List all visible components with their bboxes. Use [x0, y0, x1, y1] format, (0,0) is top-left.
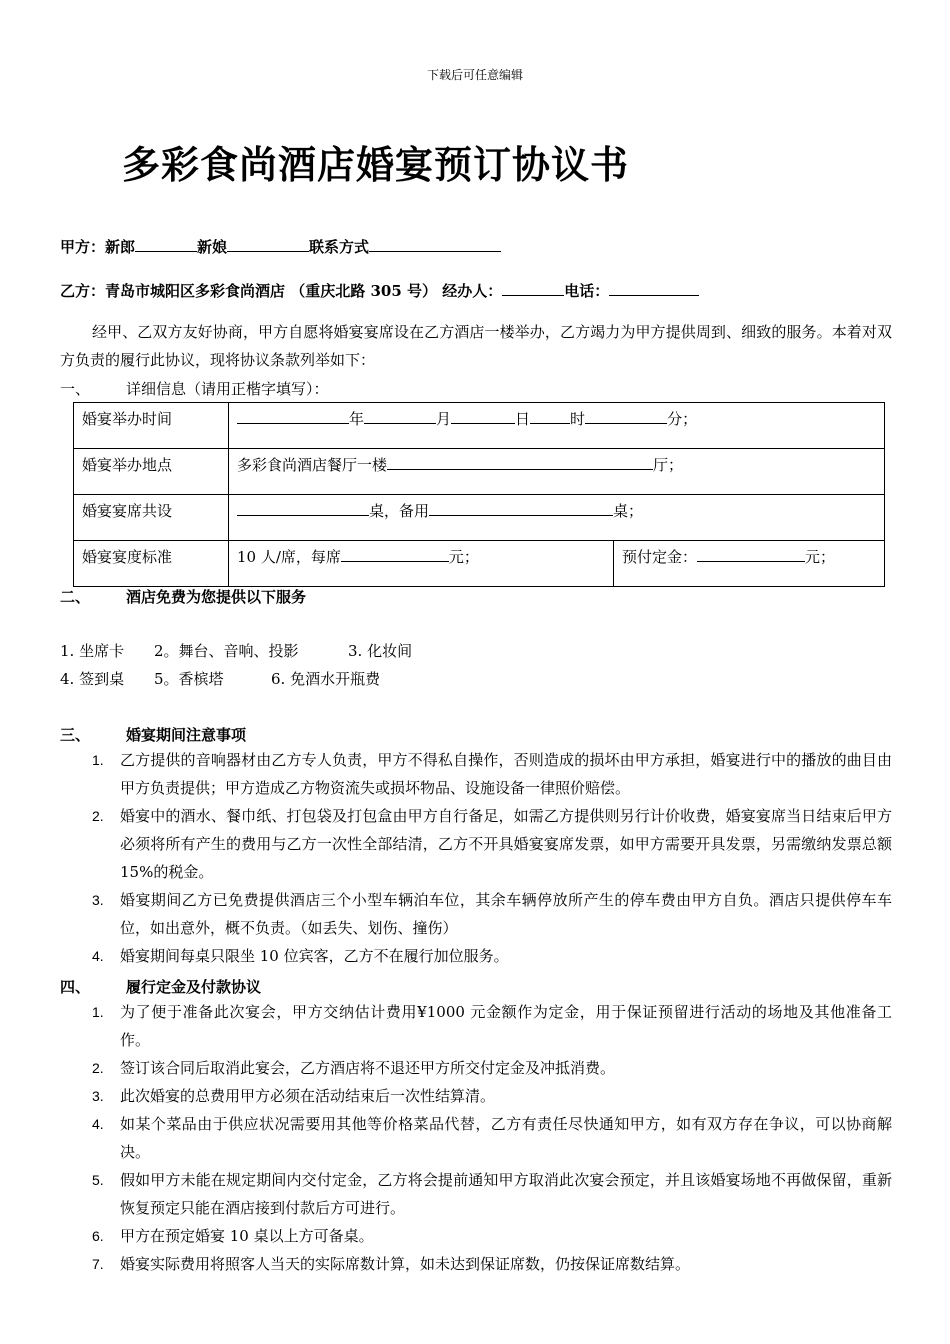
list-number: 2. — [92, 1060, 104, 1076]
list-number: 1. — [92, 752, 104, 768]
tables-label: 桌，备用 — [369, 502, 430, 520]
day-blank[interactable] — [451, 408, 515, 424]
standard-prefix: 10 人/席，每席 — [237, 548, 341, 566]
list-text: 如某个菜品由于供应状况需要用其他等价格菜品代替，乙方有责任尽快通知甲方，如有双方存在争议，可以协商解决。 — [120, 1115, 892, 1161]
section-4-number: 四、 — [60, 978, 91, 996]
section-3-number: 三、 — [60, 726, 91, 744]
section-3-heading — [60, 724, 246, 745]
price-blank[interactable] — [341, 546, 449, 562]
table-label-time: 婚宴举办时间 — [74, 403, 229, 449]
list-number: 4. — [92, 1116, 104, 1132]
list-item — [60, 746, 892, 802]
document-title: 多彩食尚酒店婚宴预订协议书 — [122, 142, 630, 187]
spare-suffix: 桌； — [613, 502, 644, 520]
party-b-phone-label: 电话： — [564, 282, 610, 300]
service-item: 1. 坐席卡 — [60, 642, 125, 660]
section-3-title: 婚宴期间注意事项 — [126, 726, 247, 744]
list-item — [60, 942, 892, 970]
table-row — [74, 495, 885, 541]
section-1-number: 一、 — [60, 380, 91, 398]
deposit-label: 预付定金： — [622, 548, 698, 566]
list-text: 婚宴期间乙方已免费提供酒店三个小型车辆泊车位，其余车辆停放所产生的停车费由甲方自负。酒店只提供停车车位，如出意外，概不负责。（如丢失、划伤、撞伤） — [120, 891, 892, 937]
table-label-standard: 婚宴宴度标准 — [74, 541, 229, 587]
bride-blank[interactable] — [227, 237, 309, 252]
list-text: 婚宴实际费用将照客人当天的实际席数计算，如未达到保证席数，仍按保证席数结算。 — [120, 1255, 691, 1273]
list-item — [60, 886, 892, 942]
table-label-venue: 婚宴举办地点 — [74, 449, 229, 495]
party-b-label: 乙方：青岛市城阳区多彩食尚酒店 （重庆北路 305 号） 经办人： — [60, 282, 503, 300]
party-a-line — [60, 236, 501, 257]
tables-cell — [229, 495, 885, 541]
hall-blank[interactable] — [387, 454, 653, 470]
intro-paragraph: 经甲、乙双方友好协商，甲方自愿将婚宴宴席设在乙方酒店一楼举办，乙方竭力为甲方提供周到、细致的服务。本着对双方负责的履行此协议，现将协议条款列举如下： — [60, 323, 892, 369]
list-text: 签订该合同后取消此宴会，乙方酒店将不退还甲方所交付定金及冲抵消费。 — [120, 1059, 616, 1077]
venue-cell — [229, 449, 885, 495]
price-suffix: 元； — [448, 548, 479, 566]
groom-blank[interactable] — [135, 237, 197, 252]
hour-blank[interactable] — [530, 408, 570, 424]
list-text: 此次婚宴的总费用甲方必须在活动结束后一次性结算清。 — [120, 1087, 496, 1105]
section-2-title: 酒店免费为您提供以下服务 — [126, 588, 307, 606]
deposit-blank[interactable] — [697, 546, 805, 562]
list-text: 为了便于准备此次宴会，甲方交纳估计费用¥1000 元金额作为定金，用于保证预留进行活动的场地及其他准备工作。 — [120, 1003, 892, 1049]
section-2-number: 二、 — [60, 588, 91, 606]
minute-blank[interactable] — [585, 408, 667, 424]
section-4-heading — [60, 976, 261, 997]
list-text: 婚宴中的酒水、餐巾纸、打包袋及打包盒由甲方自行备足，如需乙方提供则另行计价收费，婚宴宴席当日结束后甲方必须将所有产生的费用与乙方一次性全部结清，乙方不开具婚宴宴席发票，如甲方需要开具发票，另需缴纳发票总额 15%的税金。 — [120, 807, 892, 881]
service-item: 3. 化妆间 — [348, 642, 413, 660]
list-number: 2. — [92, 808, 104, 824]
list-number: 7. — [92, 1256, 104, 1272]
table-row — [74, 449, 885, 495]
month-blank[interactable] — [364, 408, 436, 424]
details-table — [73, 402, 885, 587]
party-b-line — [60, 280, 699, 301]
year-label: 年 — [349, 410, 365, 428]
list-item — [60, 998, 892, 1054]
payment-list — [60, 998, 892, 1278]
section-1-heading — [60, 378, 329, 399]
deposit-suffix: 元； — [805, 548, 836, 566]
services-row-1 — [60, 640, 412, 661]
standard-cell — [229, 541, 614, 587]
contact-blank[interactable] — [369, 237, 501, 252]
year-blank[interactable] — [237, 408, 349, 424]
table-label-tables: 婚宴宴席共设 — [74, 495, 229, 541]
agent-blank[interactable] — [502, 281, 564, 296]
deposit-cell — [614, 541, 885, 587]
page-header-note: 下载后可任意编辑 — [426, 68, 523, 82]
list-item — [60, 1082, 892, 1110]
section-4-title: 履行定金及付款协议 — [126, 978, 262, 996]
service-item: 4. 签到桌 — [60, 670, 125, 688]
list-item — [60, 802, 892, 886]
list-number: 5. — [92, 1172, 104, 1188]
day-label: 日 — [515, 410, 531, 428]
service-item: 5。香槟塔 — [154, 670, 224, 688]
list-item — [60, 1166, 892, 1222]
spare-table-blank[interactable] — [429, 500, 613, 516]
list-text: 甲方在预定婚宴 10 桌以上方可备桌。 — [120, 1227, 374, 1245]
phone-blank[interactable] — [609, 281, 699, 296]
time-cell — [229, 403, 885, 449]
table-row — [74, 541, 885, 587]
list-number: 6. — [92, 1228, 104, 1244]
party-a-contact-label: 联系方式 — [309, 238, 370, 256]
service-item: 6. 免酒水开瓶费 — [271, 670, 381, 688]
hall-suffix: 厅； — [653, 456, 684, 474]
list-item — [60, 1222, 892, 1250]
party-a-groom-label: 甲方：新郎 — [60, 238, 136, 256]
list-item — [60, 1054, 892, 1082]
notes-list — [60, 746, 892, 970]
month-label: 月 — [436, 410, 452, 428]
party-a-bride-label: 新娘 — [197, 238, 228, 256]
list-number: 3. — [92, 892, 104, 908]
list-number: 4. — [92, 948, 104, 964]
list-text: 乙方提供的音响器材由乙方专人负责，甲方不得私自操作，否则造成的损坏由甲方承担，婚宴进行中的播放的曲目由甲方负责提供；甲方造成乙方物资流失或损坏物品、设施设备一律照价赔偿。 — [120, 751, 892, 797]
list-item — [60, 1110, 892, 1166]
list-text: 婚宴期间每桌只限坐 10 位宾客，乙方不在履行加位服务。 — [120, 947, 509, 965]
hour-label: 时 — [570, 410, 586, 428]
table-row — [74, 403, 885, 449]
minute-label: 分； — [667, 410, 698, 428]
list-number: 1. — [92, 1004, 104, 1020]
list-item — [60, 1250, 892, 1278]
list-number: 3. — [92, 1088, 104, 1104]
venue-prefix: 多彩食尚酒店餐厅一楼 — [237, 456, 388, 474]
list-text: 假如甲方未能在规定期间内交付定金，乙方将会提前通知甲方取消此次宴会预定，并且该婚宴场地不再做保留，重新恢复预定只能在酒店接到付款后方可进行。 — [120, 1171, 892, 1217]
service-item: 2。舞台、音响、投影 — [154, 642, 299, 660]
services-row-2 — [60, 668, 380, 689]
section-2-heading — [60, 586, 306, 607]
section-1-title: 详细信息（请用正楷字填写）： — [126, 380, 329, 398]
table-count-blank[interactable] — [237, 500, 369, 516]
